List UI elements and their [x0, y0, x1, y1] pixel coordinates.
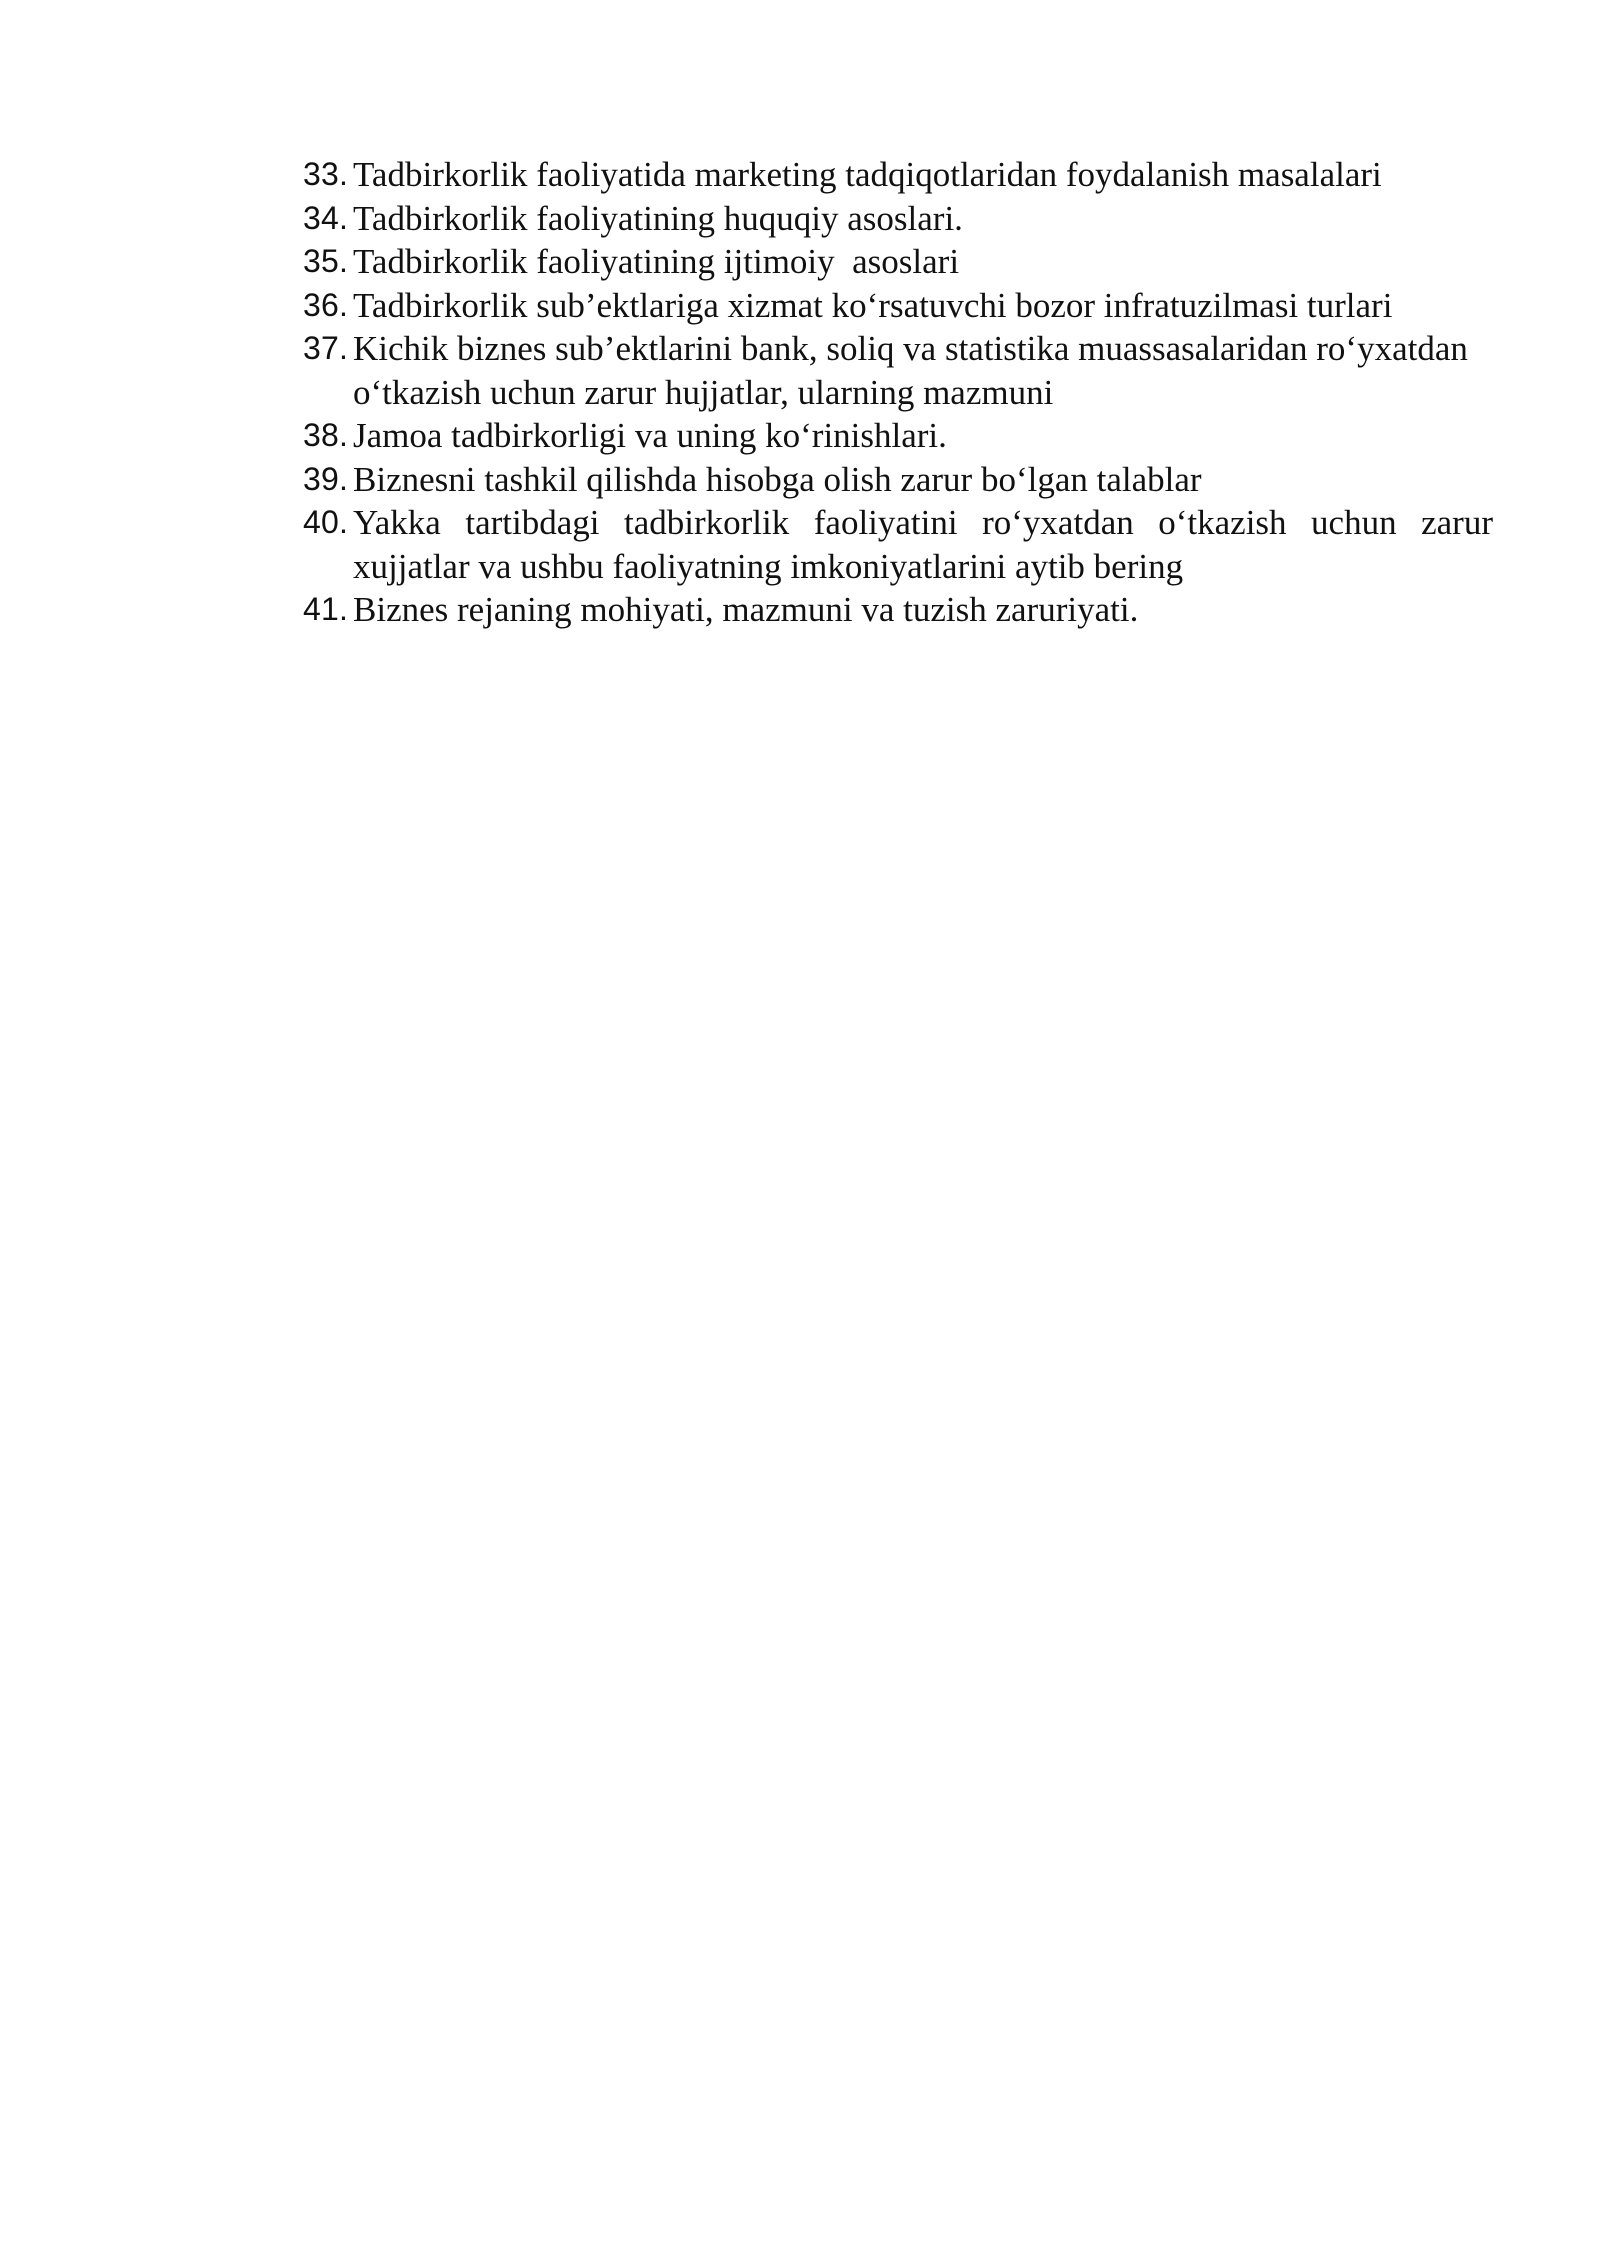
list-item-37 — [303, 327, 1493, 414]
question-number: 34. — [303, 199, 349, 236]
question-text: Biznes rejaning mohiyati, mazmuni va tuzish zaruriyati. — [353, 590, 1139, 629]
list-item-41 — [303, 588, 1493, 632]
question-text: Biznesni tashkil qilishda hisobga olish zarur bo‘lgan talablar — [353, 459, 1202, 499]
question-number: 39. — [303, 460, 349, 497]
question-number: 41. — [303, 591, 349, 627]
question-number: 33. — [303, 156, 349, 192]
question-text: Tadbirkorlik faoliyatining ijtimoiy asoslari — [353, 242, 960, 281]
list-item-36 — [303, 284, 1493, 328]
list-item-38 — [303, 414, 1493, 458]
question-text: Tadbirkorlik faoliyatida marketing tadqiqotlaridan foydalanish masalalari — [353, 155, 1382, 194]
question-text: Yakka tartibdagi tadbirkorlik faoliyatini ro‘yxatdan o‘tkazish uchun zarur xujjatlar va ushbu faoliyatning imkoniyatlarini aytib bering — [353, 503, 1493, 586]
question-text: Tadbirkorlik sub’ektlariga xizmat ko‘rsatuvchi bozor infratuzilmasi turlari — [353, 285, 1393, 325]
list-item-33 — [303, 153, 1493, 197]
question-text: Tadbirkorlik faoliyatining huquqiy asoslari. — [353, 198, 963, 238]
question-number: 35. — [303, 243, 349, 279]
question-text: Kichik biznes sub’ektlarini bank, soliq va statistika muassasalaridan ro‘yxatdan o‘tkazish uchun zarur hujjatlar, ularning mazmuni — [353, 329, 1468, 412]
question-list — [303, 153, 1493, 632]
list-item-39 — [303, 458, 1493, 502]
question-number: 38. — [303, 417, 349, 453]
list-item-34 — [303, 197, 1493, 241]
question-number: 37. — [303, 330, 349, 366]
list-item-35 — [303, 240, 1493, 284]
list-item-40 — [303, 501, 1493, 588]
question-number: 36. — [303, 286, 349, 323]
question-text: Jamoa tadbirkorligi va uning ko‘rinishlari. — [353, 416, 947, 455]
question-number: 40. — [303, 504, 349, 540]
